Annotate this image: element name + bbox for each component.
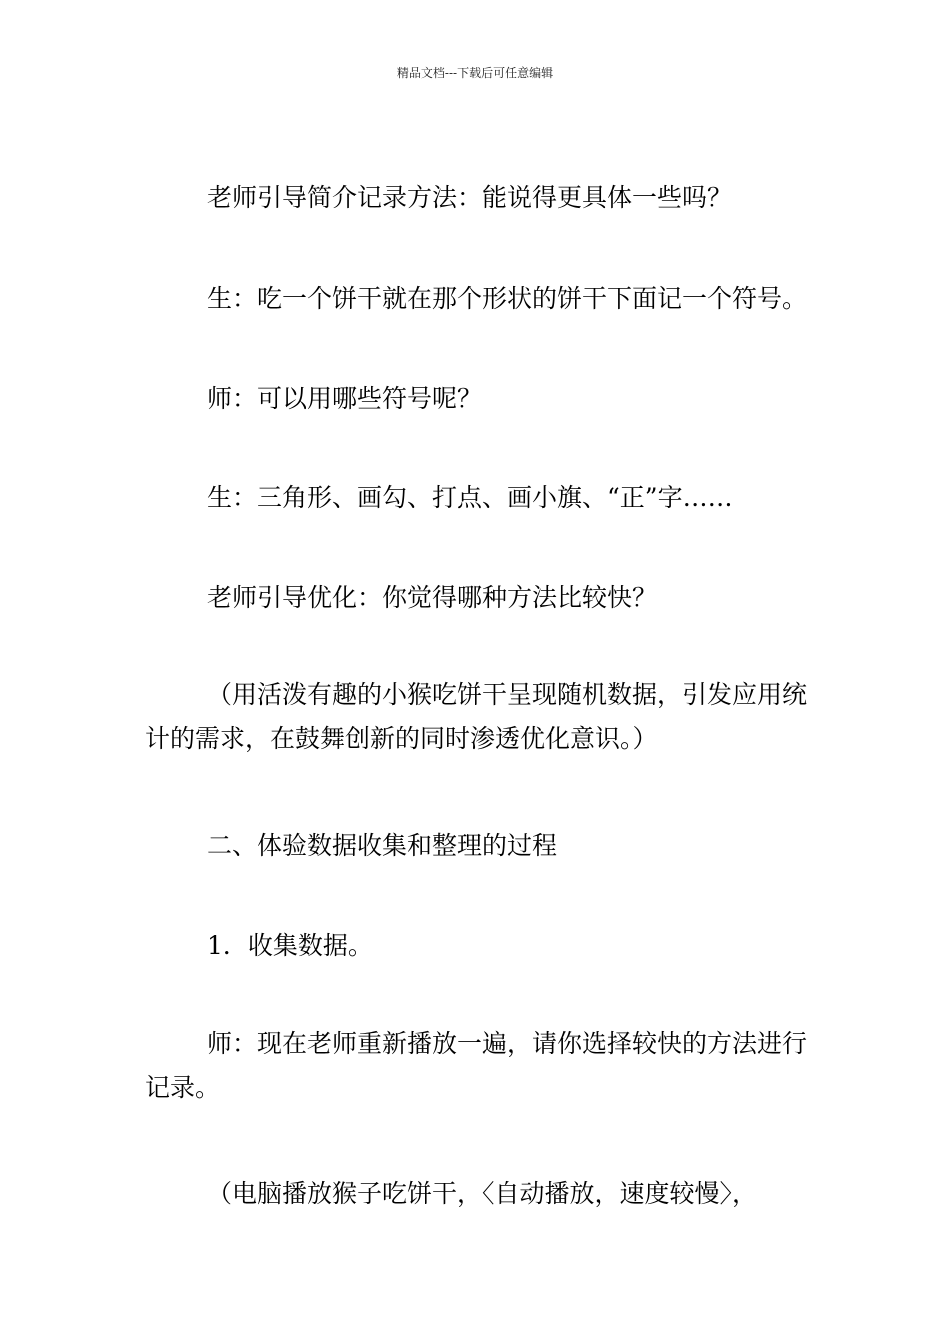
paragraph-3: 师：可以用哪些符号呢？ bbox=[207, 384, 483, 413]
page-header: 精品文档---下载后可任意编辑 bbox=[396, 66, 554, 80]
paragraph-4: 生：三角形、画勾、打点、画小旗、“正”字…… bbox=[207, 483, 733, 512]
paragraph-2: 生：吃一个饼干就在那个形状的饼干下面记一个符号。 bbox=[207, 284, 808, 313]
paragraph-6: （用活泼有趣的小猴吃饼干呈现随机数据，引发应用统计的需求，在鼓舞创新的同时渗透优化意识。） bbox=[145, 680, 808, 753]
paragraph-7: 师：现在老师重新播放一遍，请你选择较快的方法进行记录。 bbox=[145, 1029, 808, 1102]
subsection-heading: 1．收集数据。 bbox=[207, 931, 373, 960]
paragraph-8: （电脑播放猴子吃饼干，〈自动播放，速度较慢〉， bbox=[207, 1179, 758, 1208]
section-heading: 二、体验数据收集和整理的过程 bbox=[207, 831, 558, 860]
paragraph-5: 老师引导优化：你觉得哪种方法比较快？ bbox=[207, 583, 658, 612]
paragraph-1: 老师引导简介记录方法：能说得更具体一些吗？ bbox=[207, 183, 733, 212]
